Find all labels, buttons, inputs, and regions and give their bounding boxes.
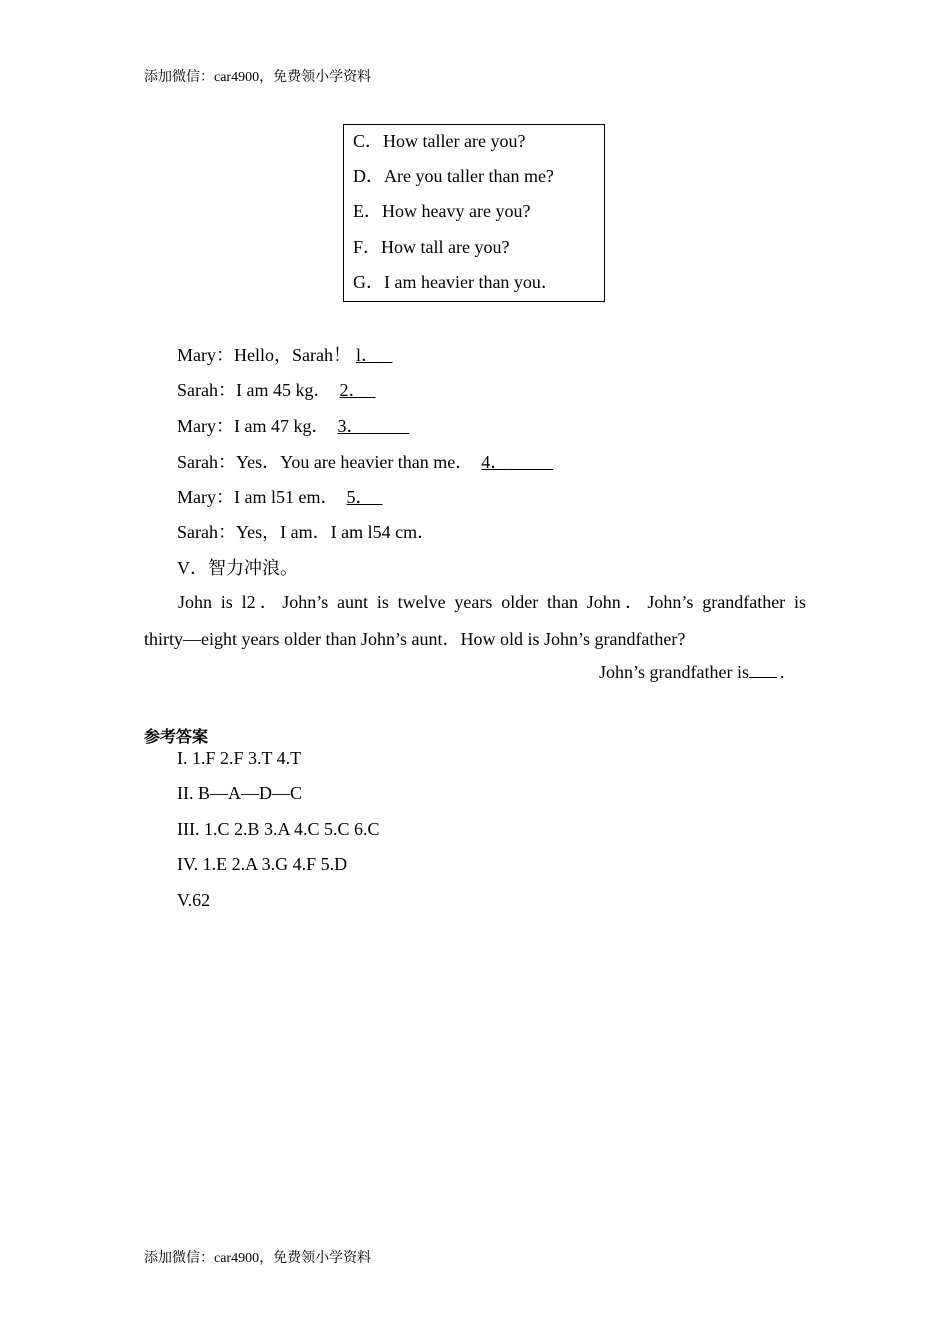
answers-title: 参考答案 — [144, 729, 209, 746]
puzzle-line-1: John is l2．John’s aunt is twelve years older than John．John’s grandfather is — [178, 592, 806, 612]
option-e: E．How heavy are you? — [353, 201, 531, 221]
dialogue-line-3 — [177, 412, 409, 438]
dialogue-text: Sarah：Yes．You are heavier than me． — [177, 452, 474, 472]
dialogue-line-6 — [177, 518, 435, 544]
answer-line-2: II. B—A—D—C — [177, 783, 302, 803]
puzzle-answer-suffix: . — [779, 662, 785, 682]
dialogue-text: Mary：Hello，Sarah！ — [177, 345, 351, 365]
options-box — [343, 124, 605, 302]
dialogue-text: Mary：I am 47 kg． — [177, 416, 330, 436]
page-header: 添加微信：car4900，免费领小学资料 — [144, 70, 372, 85]
answer-line-5: V.62 — [177, 890, 211, 910]
answer-line-3: III. 1.C 2.B 3.A 4.C 5.C 6.C — [177, 819, 380, 839]
puzzle-answer-prefix: John’s grandfather is — [599, 662, 749, 682]
option-g: G．I am heavier than you． — [353, 272, 559, 292]
dialogue-text: Sarah：Yes，I am．I am l54 cm． — [177, 522, 436, 542]
puzzle-line-2: thirty—eight years older than John’s aunt．How old is John’s grandfather? — [144, 629, 686, 649]
dialogue-line-1 — [177, 341, 392, 367]
puzzle-paragraph — [144, 589, 806, 652]
puzzle-answer-blank — [749, 663, 777, 678]
answer-blank-4: 4． — [481, 452, 509, 472]
option-d: D．Are you taller than me? — [353, 166, 554, 186]
dialogue-line-4 — [177, 448, 553, 474]
section-title: V．智力冲浪。 — [177, 558, 298, 578]
answer-line-4: IV. 1.E 2.A 3.G 4.F 5.D — [177, 854, 348, 874]
option-f: F．How tall are you? — [353, 237, 510, 257]
answer-blank-2: 2． — [339, 380, 367, 400]
dialogue-line-5 — [177, 483, 382, 509]
dialogue-line-2 — [177, 376, 375, 402]
answer-blank-1: l． — [355, 345, 379, 365]
dialogue-text: Sarah：I am 45 kg． — [177, 380, 332, 400]
puzzle-answer-line — [599, 662, 784, 683]
answer-line-1: I. 1.F 2.F 3.T 4.T — [177, 748, 302, 768]
page-footer: 添加微信：car4900，免费领小学资料 — [144, 1251, 372, 1266]
option-c: C．How taller are you? — [353, 131, 526, 151]
answer-blank-5: 5． — [346, 487, 374, 507]
answer-blank-3: 3． — [337, 416, 365, 436]
dialogue-text: Mary：I am l51 em． — [177, 487, 339, 507]
